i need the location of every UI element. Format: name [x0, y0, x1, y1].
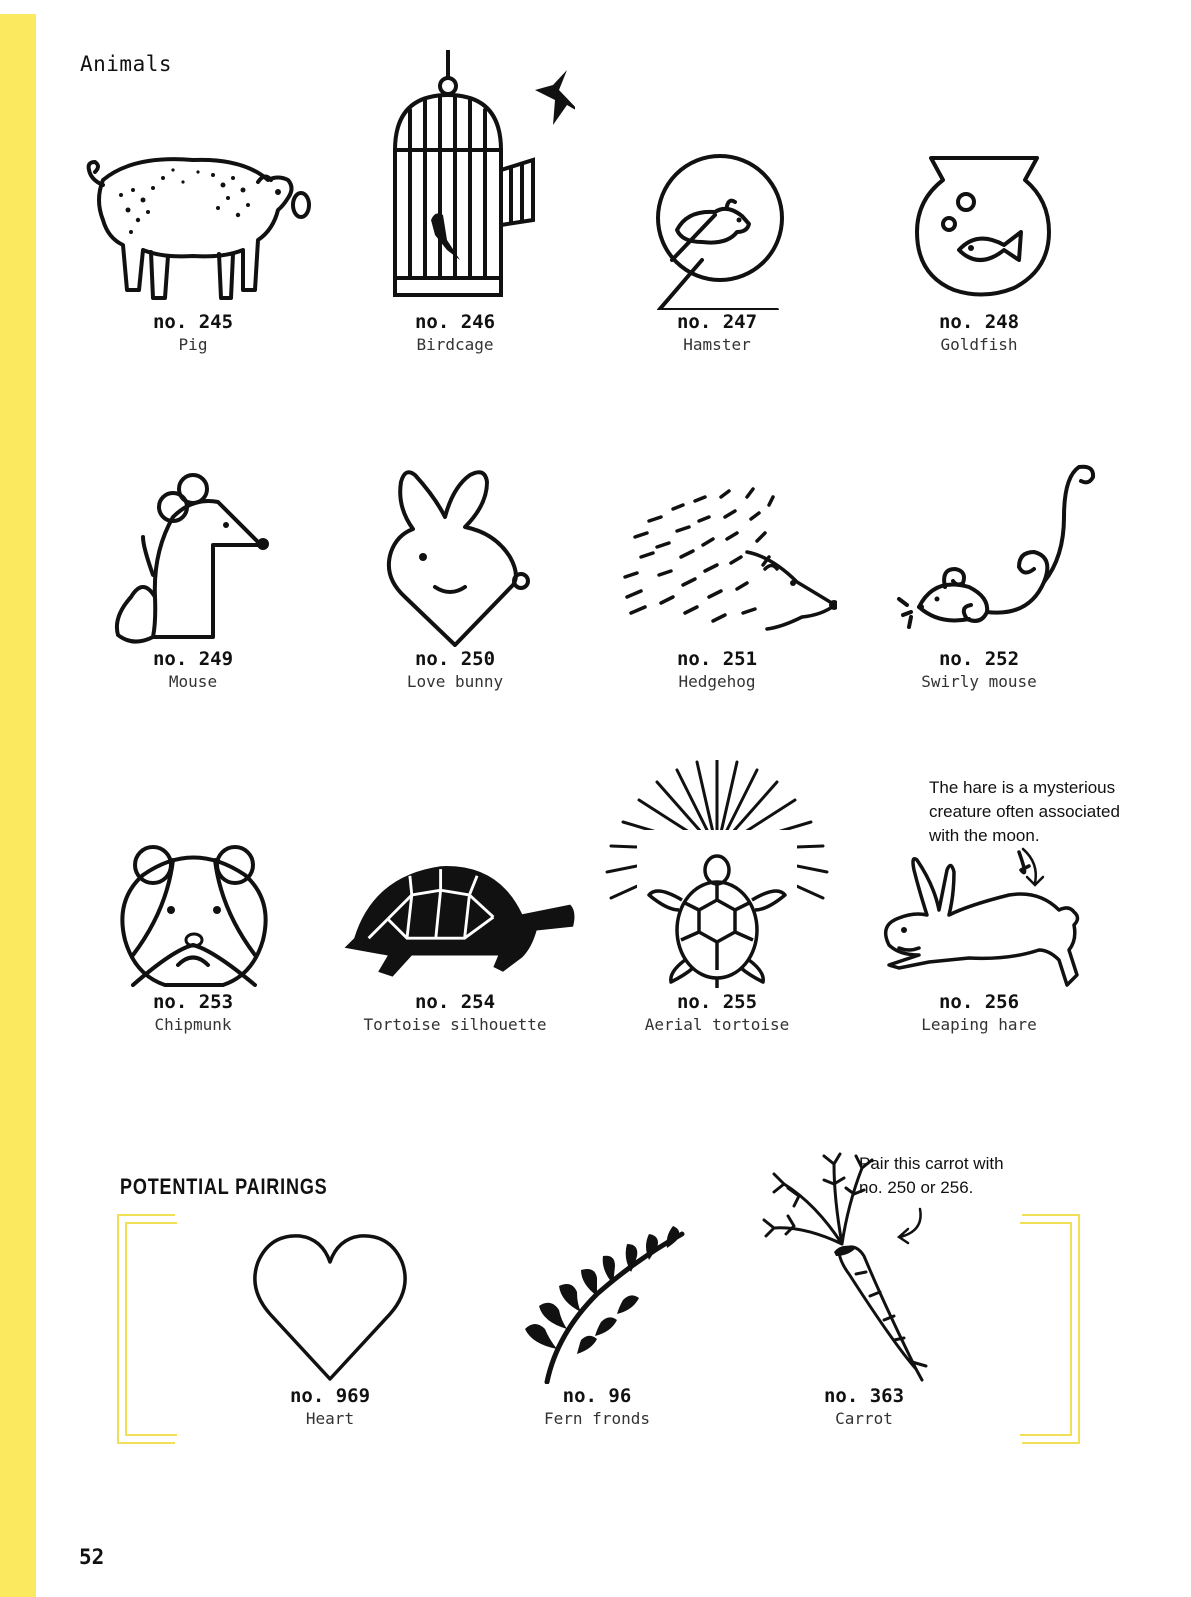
aerial-tortoise-icon: [597, 760, 837, 990]
hamster-icon: [597, 120, 837, 310]
item-number: no. 255: [676, 991, 758, 1013]
item-number: no. 363: [823, 1385, 905, 1407]
item-number: no. 252: [938, 648, 1020, 670]
item-name: Leaping hare: [921, 1015, 1037, 1034]
fern-icon: [477, 1214, 717, 1384]
hedgehog-icon: [597, 457, 837, 647]
item-name: Chipmunk: [154, 1015, 232, 1034]
carrot-icon: [744, 1144, 984, 1384]
tattoo-item-hedgehog: [597, 457, 837, 693]
item-name: Tortoise silhouette: [363, 1015, 547, 1034]
tattoo-item-swirly-mouse: [859, 457, 1099, 693]
bracket-right: [1022, 1214, 1080, 1444]
item-number: no. 248: [938, 311, 1020, 333]
pairing-item-carrot: [744, 1224, 984, 1430]
item-name: Love bunny: [406, 672, 504, 691]
item-number: no. 256: [938, 991, 1020, 1013]
tattoo-item-chipmunk: [73, 800, 313, 1036]
section-title: Animals: [80, 52, 173, 76]
item-number: no. 254: [414, 991, 496, 1013]
tortoise-icon: [335, 800, 575, 990]
item-name: Birdcage: [416, 335, 494, 354]
item-name: Carrot: [835, 1409, 893, 1428]
item-number: no. 251: [676, 648, 758, 670]
bracket-left: [117, 1214, 175, 1444]
item-name: Goldfish: [940, 335, 1018, 354]
tattoo-item-hamster: [597, 120, 837, 356]
item-name: Fern fronds: [544, 1409, 650, 1428]
hare-note-line: creature often associated: [929, 802, 1120, 821]
item-number: no. 245: [152, 311, 234, 333]
hare-note-line: with the moon.: [929, 826, 1040, 845]
tattoo-item-love-bunny: [335, 457, 575, 693]
item-number: no. 969: [289, 1385, 371, 1407]
tattoo-item-goldfish: [859, 120, 1099, 356]
item-number: no. 246: [414, 311, 496, 333]
item-name: Swirly mouse: [921, 672, 1037, 691]
item-name: Hamster: [683, 335, 751, 354]
page-number: 52: [79, 1545, 105, 1569]
hare-note: [929, 776, 1120, 848]
tattoo-item-mouse: [73, 457, 313, 693]
item-number: no. 250: [414, 648, 496, 670]
love-bunny-icon: [335, 457, 575, 647]
item-number: no. 249: [152, 648, 234, 670]
tattoo-item-pig: [73, 120, 313, 356]
item-name: Hedgehog: [678, 672, 756, 691]
tattoo-item-birdcage: [335, 120, 575, 356]
item-number: no. 247: [676, 311, 758, 333]
carrot-note-line: no. 250 or 256.: [859, 1178, 974, 1197]
hare-note-arrow: [1015, 845, 1055, 890]
birdcage-icon: [335, 50, 575, 310]
item-name: Aerial tortoise: [644, 1015, 790, 1034]
tattoo-item-tortoise: [335, 800, 575, 1036]
pairing-item-heart: [210, 1224, 450, 1430]
mouse-icon: [73, 457, 313, 647]
goldfish-icon: [859, 120, 1099, 310]
item-name: Mouse: [168, 672, 218, 691]
carrot-note-line: Pair this carrot with: [859, 1154, 1004, 1173]
item-name: Heart: [305, 1409, 355, 1428]
tattoo-item-aerial-tortoise: [597, 800, 837, 1036]
item-name: Pig: [178, 335, 208, 354]
pairings-title: POTENTIAL PAIRINGS: [120, 1174, 328, 1199]
yellow-margin-bar: [0, 14, 36, 1597]
item-number: no. 96: [562, 1385, 632, 1407]
heart-icon: [210, 1224, 450, 1384]
chipmunk-icon: [73, 800, 313, 990]
swirly-mouse-icon: [859, 457, 1099, 647]
hare-note-line: The hare is a mysterious: [929, 778, 1116, 797]
pairing-item-fern: [477, 1224, 717, 1430]
item-number: no. 253: [152, 991, 234, 1013]
pig-icon: [73, 120, 313, 310]
